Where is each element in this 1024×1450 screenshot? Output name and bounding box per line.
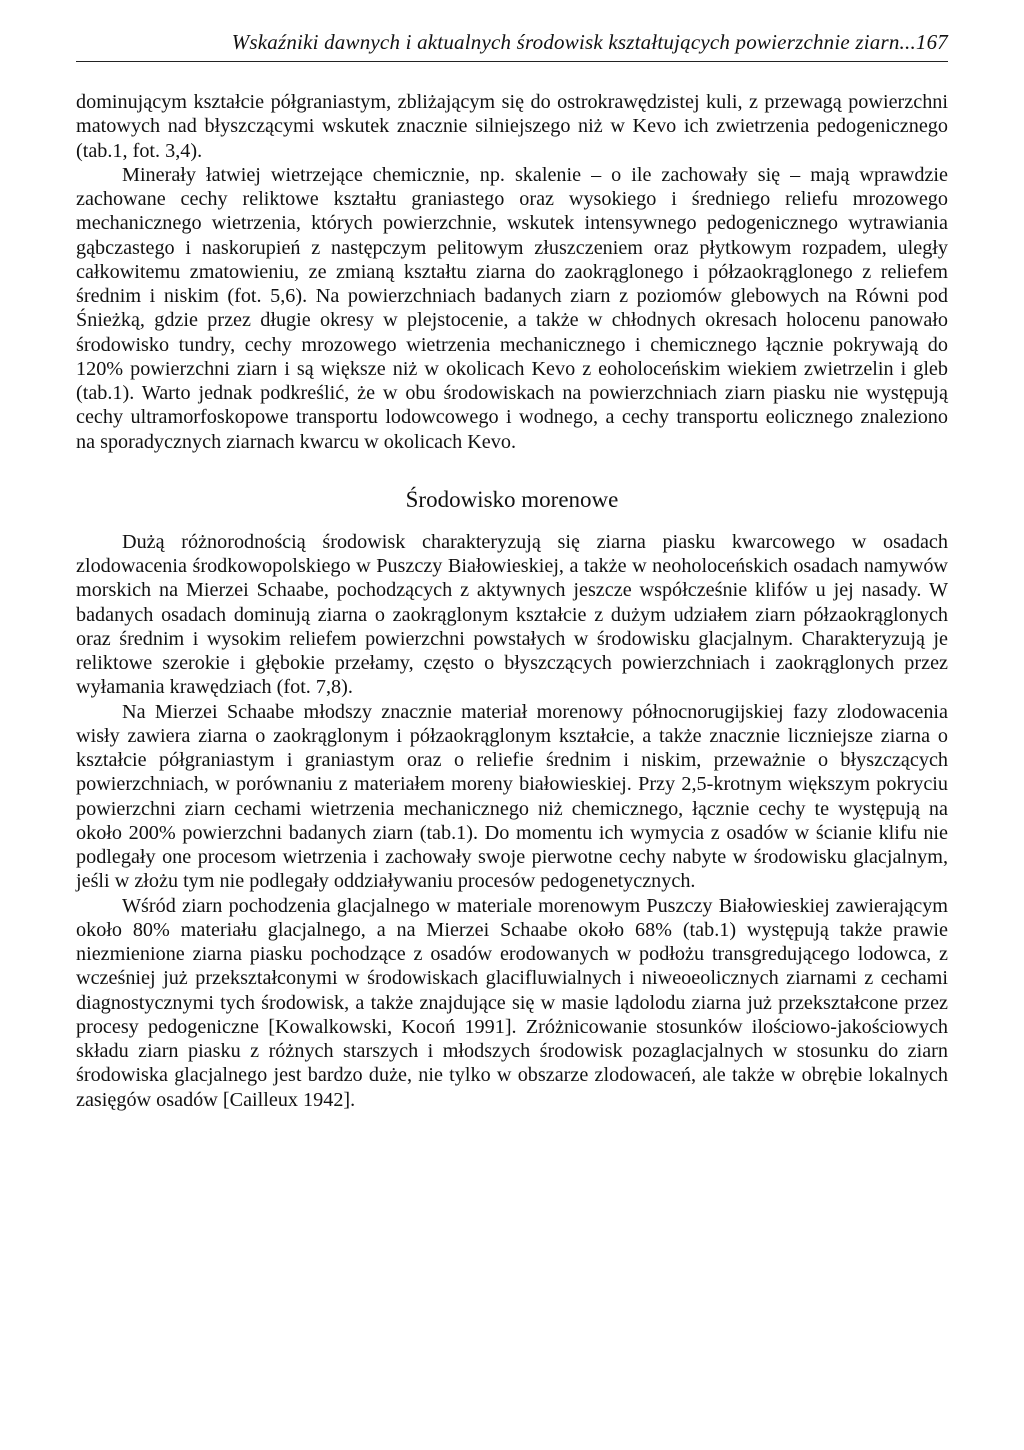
paragraph: Dużą różnorodnością środowisk charakteryzują się ziarna piasku kwarcowego w osadach zlodowacenia środkowopolskiego w Puszczy Białowieskiej, a także w neoholoceńskich osadach namywów morskich na Mierzei Schaabe, pochodzących z aktywnych jeszcze współcześnie klifów u jej nasady. W badanych osadach dominują ziarna o zaokrąglonym kształcie z dużym udziałem ziarn półzaokrąglonych oraz średnim i wysokim reliefem powierzchni powstałych w środowisku glacjalnym. Charakteryzują je reliktowe szerokie i głębokie przełamy, często o błyszczących powierzchniach i zaokrąglonych przez wyłamania krawędziach (fot. 7,8). <box>76 530 948 699</box>
paragraph: Na Mierzei Schaabe młodszy znacznie materiał morenowy północnorugijskiej fazy zlodowacenia wisły zawiera ziarna o zaokrąglonym i półzaokrąglonym kształcie, a także znacznie liczniejsze ziarna o kształcie półgraniastym i graniastym oraz o reliefie średnim i niskim, przeważnie o błyszczących powierzchniach, w porównaniu z materiałem moreny białowieskiej. Przy 2,5-krotnym większym pokryciu powierzchni ziarn cechami wietrzenia mechanicznego niż chemicznego, łącznie cechy te występują na około 200% powierzchni badanych ziarn (tab.1). Do momentu ich wymycia z osadów w ścianie klifu nie podlegały one procesom wietrzenia i zachowały swoje pierwotne cechy nabyte w środowisku glacjalnym, jeśli w złożu tym nie podlegały oddziaływaniu procesów pedogenetycznych. <box>76 700 948 893</box>
paragraph: Minerały łatwiej wietrzejące chemicznie, np. skalenie – o ile zachowały się – mają wprawdzie zachowane cechy reliktowe kształtu graniastego oraz wysokiego i średniego reliefu mrozowego mechanicznego wietrzenia, których powierzchnie, wskutek intensywnego pedogenicznego wytrawiania gąbczastego i naskorupień z następczym pelitowym złuszczeniem oraz płytkowym rozpadem, uległy całkowitemu zmatowieniu, ze zmianą kształtu ziarna do zaokrąglonego i półzaokrąglonego z reliefem średnim i niskim (fot. 5,6). Na powierzchniach badanych ziarn z poziomów glebowych na Równi pod Śnieżką, gdzie przez długie okresy w plejstocenie, a także w chłodnych okresach holocenu panowało środowisko tundry, cechy mrozowego wietrzenia mechanicznego i chemicznego łącznie pokrywają do 120% powierzchni ziarn i są większe niż w okolicach Kevo z eoholoceńskim wiekiem zwietrzelin i gleb (tab.1). Warto jednak podkreślić, że w obu środowiskach na powierzchniach ziarn piasku nie występują cechy ultramorfoskopowe transportu lodowcowego i wodnego, a cechy transportu eolicznego znaleziono na sporadycznych ziarnach kwarcu w okolicach Kevo. <box>76 163 948 453</box>
running-head: Wskaźniki dawnych i aktualnych środowisk kształtujących powierzchnie ziarn...167 <box>231 30 948 54</box>
paragraph: dominującym kształcie półgraniastym, zbliżającym się do ostrokrawędzistej kuli, z przewagą powierzchni matowych nad błyszczącymi wskutek znacznie silniejszego niż w Kevo ich zwietrzenia pedogenicznego (tab.1, fot. 3,4). <box>76 91 948 162</box>
body-text <box>76 90 948 1112</box>
paragraph: Wśród ziarn pochodzenia glacjalnego w materiale morenowym Puszczy Białowieskiej zawierającym około 80% materiału glacjalnego, a na Mierzei Schaabe około 68% (tab.1) występują także prawie niezmienione ziarna piasku pochodzące z osadów erodowanych w podłożu transgredującego lodowca, z wcześniej już przekształconymi w środowiskach glacifluwialnych i niweoeolicznych ziarnami z cechami diagnostycznymi tych środowisk, a także znajdujące się w masie lądolodu ziarna już przekształcone przez procesy pedogeniczne [Kowalkowski, Kocoń 1991]. Zróżnicowanie stosunków ilościowo-jakościowych składu ziarn piasku z różnych starszych i młodszych środowisk pozaglacjalnych w stosunku do ziarn środowiska glacjalnego jest bardzo duże, nie tylko w obszarze zlodowaceń, ale także w obrębie lokalnych zasięgów osadów [Cailleux 1942]. <box>76 894 948 1111</box>
header-rule <box>76 61 948 62</box>
section-title: Środowisko morenowe <box>405 486 619 512</box>
